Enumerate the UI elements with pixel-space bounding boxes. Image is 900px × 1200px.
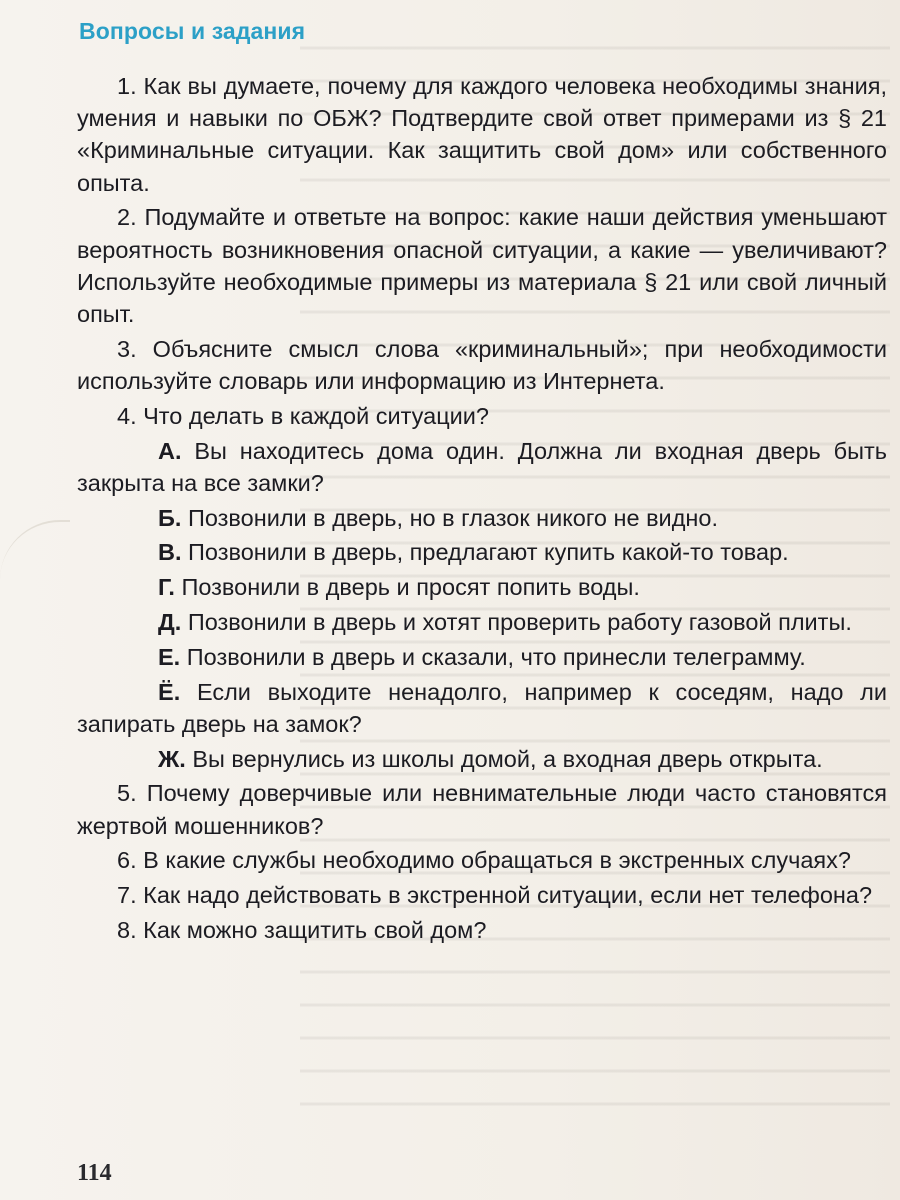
question-text: В какие службы необходимо обращаться в экстренных случаях? <box>143 847 851 874</box>
situation-text: Позвонили в дверь, предлагают купить какой-то товар. <box>188 539 789 566</box>
question-number: 4. <box>117 402 137 429</box>
question-8 <box>77 914 887 946</box>
situation-g <box>77 571 887 603</box>
situation-label: Е. <box>158 643 181 670</box>
situation-text: Вы находитесь дома один. Должна ли входная дверь быть закрыта на все замки? <box>77 437 887 496</box>
situation-text: Позвонили в дверь и сказали, что принесли телеграмму. <box>186 643 806 670</box>
situation-label: Ж. <box>158 745 186 772</box>
situation-label: Д. <box>158 609 182 635</box>
question-7 <box>77 879 887 911</box>
page-curl-mark <box>0 520 70 582</box>
situation-e <box>77 641 887 673</box>
situation-text: Позвонили в дверь, но в глазок никого не видно. <box>187 504 718 531</box>
question-text: Как можно защитить свой дом? <box>143 916 487 943</box>
question-4 <box>77 400 887 432</box>
situation-zh <box>77 743 887 775</box>
situation-label: Б. <box>158 504 182 531</box>
question-5 <box>77 777 887 841</box>
question-number: 2. <box>117 204 137 231</box>
question-text: Подумайте и ответьте на вопрос: какие наши действия уменьшают вероятность возникновения опасной ситуации, а какие — увеличивают? Используйте необходимые примеры из материала § 21 или свой личный опыт. <box>77 204 888 328</box>
section-heading: Вопросы и задания <box>79 18 306 44</box>
situation-label: Ё. <box>158 678 181 705</box>
question-6 <box>77 844 887 876</box>
situation-yo <box>77 676 887 740</box>
question-number: 6. <box>117 847 137 874</box>
situation-text: Позвонили в дверь и хотят проверить работу газовой плиты. <box>187 609 852 635</box>
question-number: 1. <box>117 73 137 99</box>
question-text: Объясните смысл слова «криминальный»; при необходимости используйте словарь или информацию из Интернета. <box>77 335 887 395</box>
question-text: Почему доверчивые или невнимательные люди часто становятся жертвой мошенников? <box>77 780 888 839</box>
situation-v <box>77 536 887 568</box>
question-number: 3. <box>117 335 137 362</box>
situation-text: Вы вернулись из школы домой, а входная дверь открыта. <box>192 745 823 772</box>
situation-label: А. <box>158 437 182 464</box>
situation-label: В. <box>158 539 182 566</box>
question-number: 7. <box>117 882 137 909</box>
situation-text: Позвонили в дверь и просят попить воды. <box>181 574 640 601</box>
question-1 <box>77 70 887 199</box>
question-3 <box>77 333 887 397</box>
questions-list <box>77 70 887 949</box>
situation-d <box>77 606 887 638</box>
situation-text: Если выходите ненадолго, например к соседям, надо ли запирать дверь на замок? <box>77 678 887 737</box>
situation-label: Г. <box>158 574 175 601</box>
question-number: 5. <box>117 780 137 807</box>
question-text: Как надо действовать в экстренной ситуации, если нет телефона? <box>143 882 873 909</box>
situation-a <box>77 435 887 499</box>
question-2 <box>77 201 887 330</box>
page-number: 114 <box>77 1160 112 1186</box>
question-text: Что делать в каждой ситуации? <box>143 402 489 429</box>
question-number: 8. <box>117 916 137 943</box>
question-text: Как вы думаете, почему для каждого человека необходимы знания, умения и навыки по ОБЖ? Подтвердите свой ответ примерами из § 21 «Криминальные ситуации. Как защитить свой дом» или собственного опыта. <box>77 73 887 196</box>
situation-b <box>77 502 887 534</box>
